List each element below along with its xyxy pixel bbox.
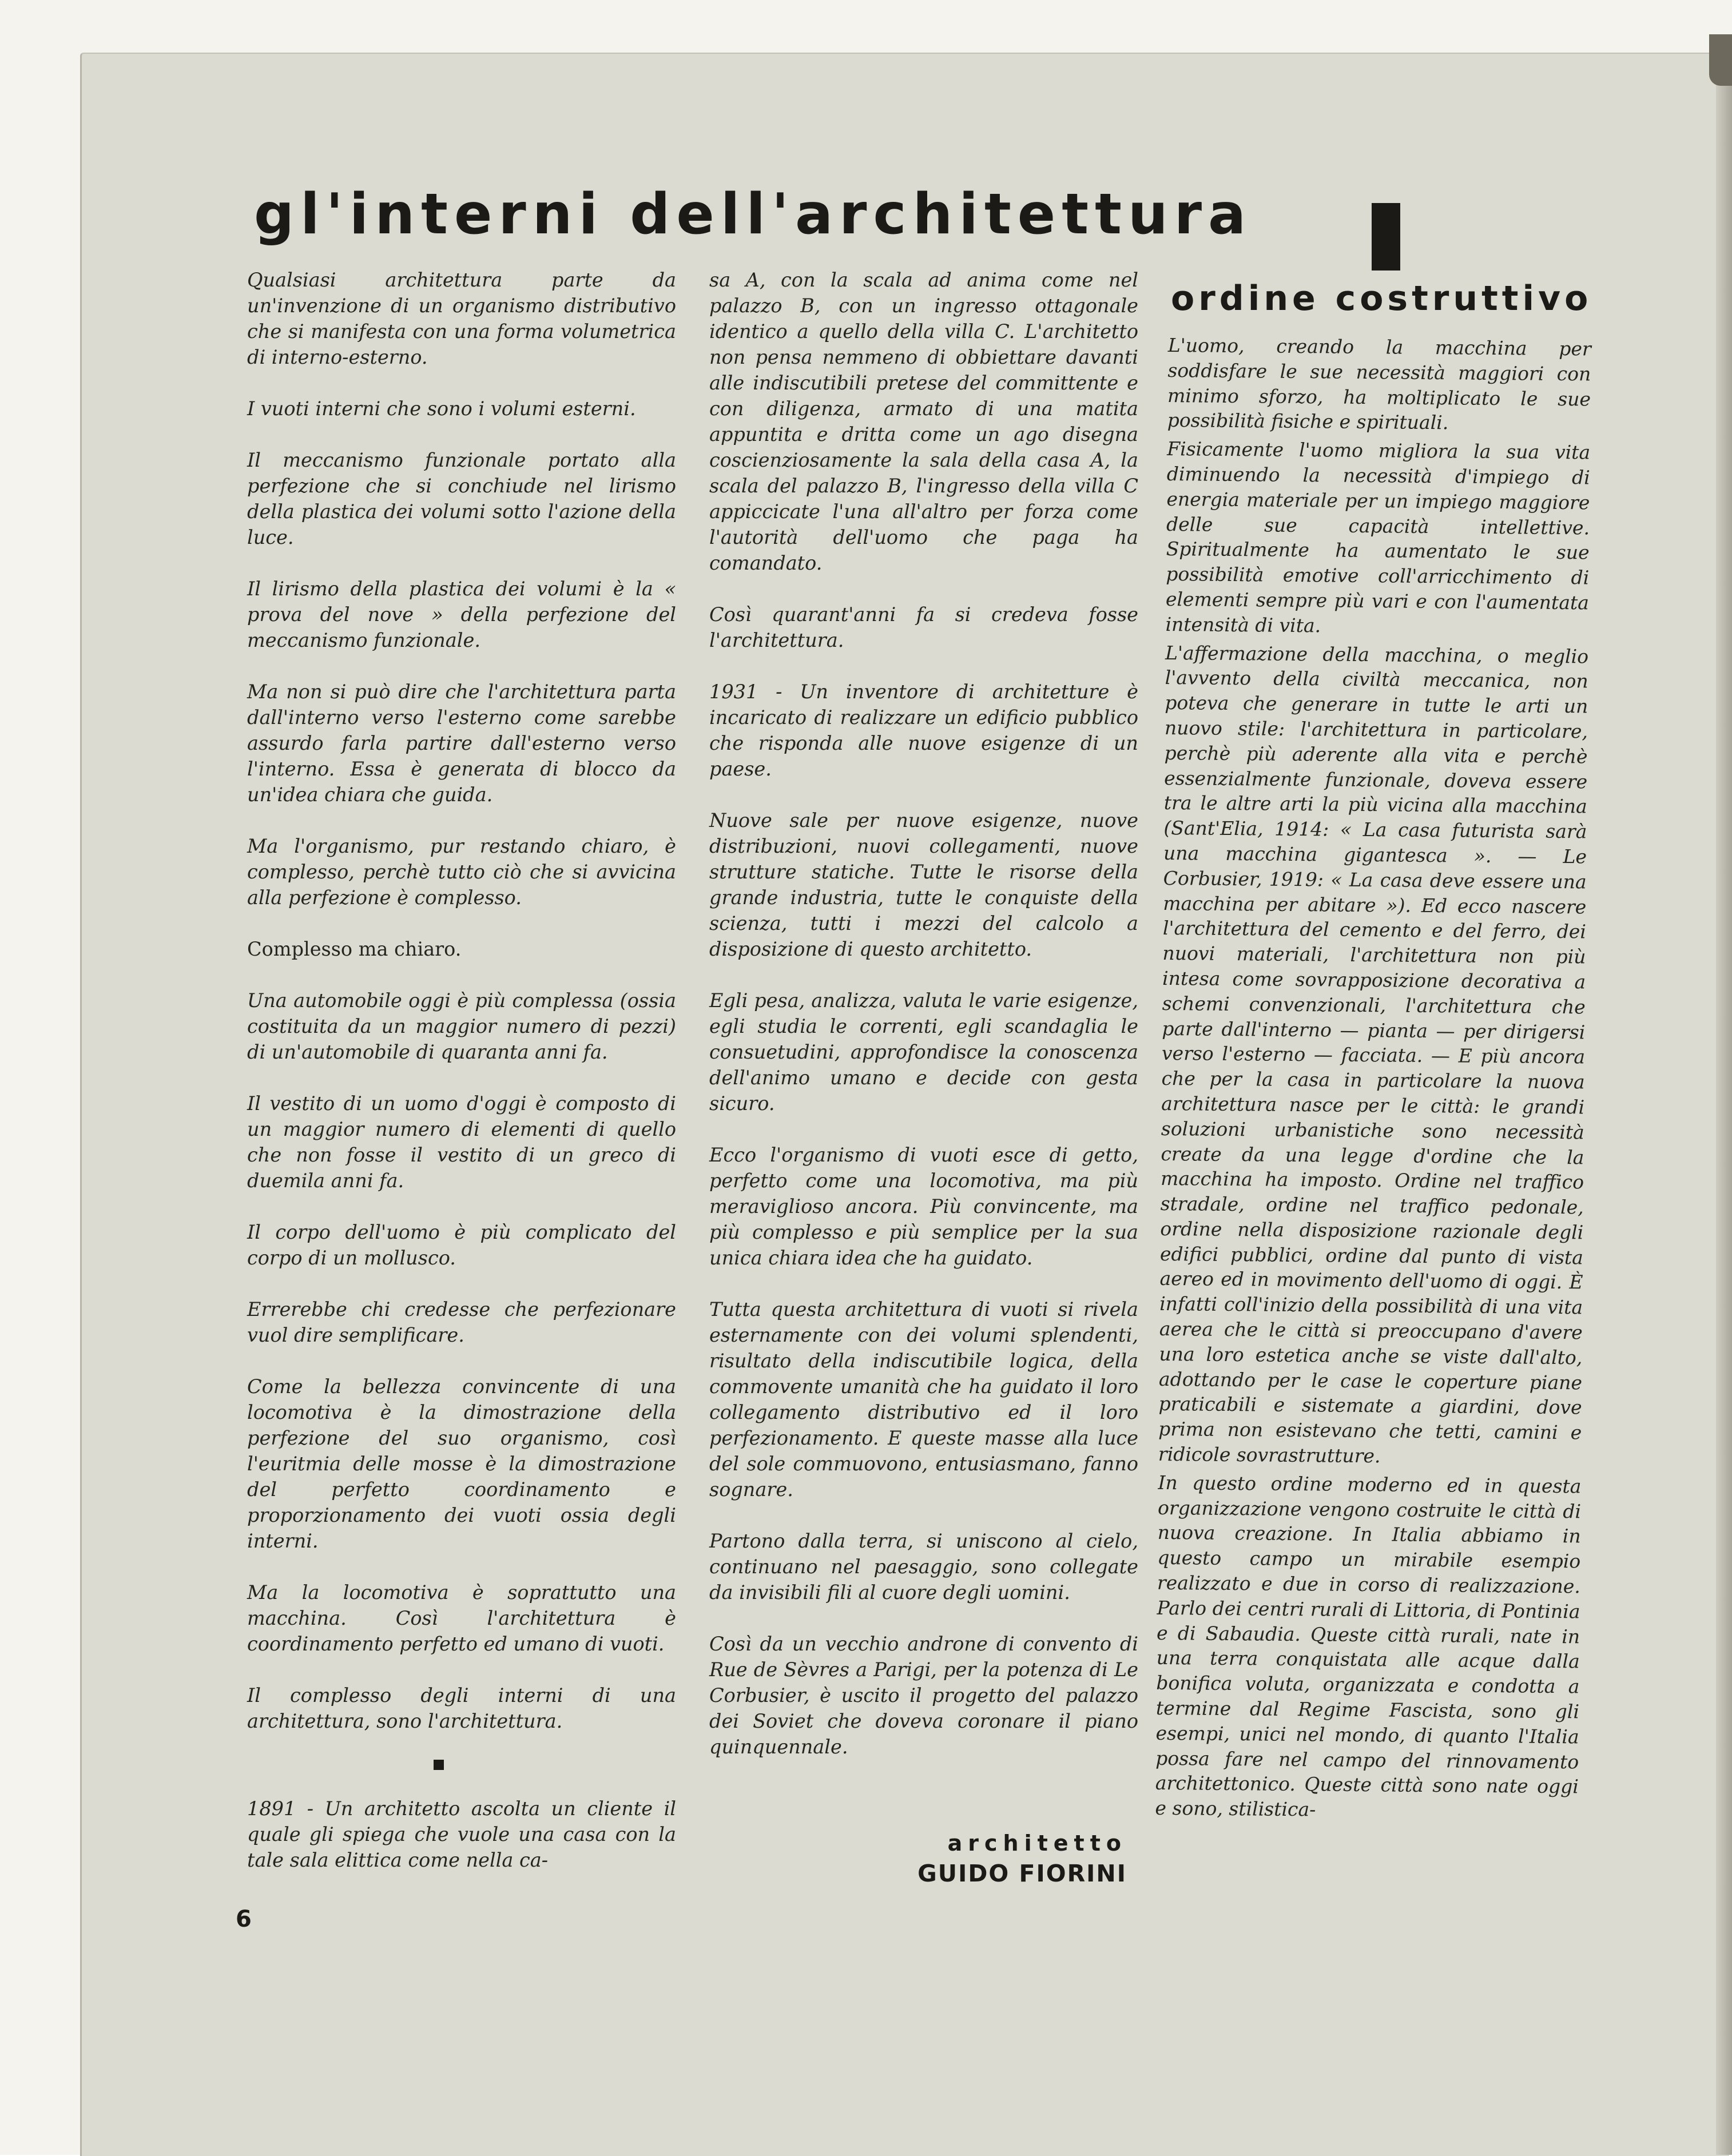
paragraph: Ecco l'organismo di vuoti esce di getto, perfetto come una locomotiva, ma più meraviglioso ancora. Più convincente, ma più complesso e più semplice per la sua unica chiara idea che ha guidato. — [709, 1144, 1138, 1269]
author-role: architetto — [947, 1831, 1127, 1856]
text-column-2 — [709, 267, 1138, 1785]
paragraph: I vuoti interni che sono i volumi esterni. — [247, 397, 636, 420]
paragraph: In questo ordine moderno ed in questa organizzazione vengono costruite le città di nuova creazione. In Italia abbiamo in questo campo un mirabile esempio realizzato e due in corso di realizzazione. Parlo dei centri rurali di Littoria, di Pontinia e di Sabaudia. Queste città rurali, nate in una terra conquistata alle acque dalla bonifica voluta, organizzata e condotta a termine dal Regime Fascista, sono gli esempi, unici nel mondo, di quanto l'Italia possa fare nel campo del rinnovamento architettonico. Queste città sono nate oggi e sono, stilistica- — [1155, 1471, 1582, 1821]
paragraph: 1931 - Un inventore di architetture è incaricato di realizzare un edificio pubblico che risponda alle nuove esigenze di un paese. — [709, 681, 1138, 780]
paragraph: Il corpo dell'uomo è più complicato del corpo di un mollusco. — [247, 1221, 676, 1269]
author-name: GUIDO FIORINI — [917, 1860, 1127, 1887]
paragraph: Fisicamente l'uomo migliora la sua vita diminuendo la necessità d'impiego di energia materiale per un impiego maggiore delle sue capacità intellettive. Spiritualmente ha aumentato le sue possibilità emotive coll'arricchimento di elementi sempre più vari e con l'aumentata intensità di vita. — [1165, 437, 1591, 637]
paragraph: 1891 - Un architetto ascolta un cliente il quale gli spiega che vuole una casa con la tale sala elittica come nella ca- — [247, 1797, 676, 1871]
paragraph: Il vestito di un uomo d'oggi è composto di un maggior numero di elementi di quello che non fosse il vestito di un greco di duemila anni fa. — [247, 1092, 676, 1192]
paragraph: Ma non si può dire che l'architettura parta dall'interno verso l'esterno come sarebbe assurdo farla partire dall'esterno verso l'interno. Essa è generata di blocco da un'idea chiara che guida. — [247, 681, 676, 806]
binding-corner — [1709, 34, 1732, 86]
paragraph: Il complesso degli interni di una architettura, sono l'architettura. — [247, 1684, 676, 1732]
paragraph: Il lirismo della plastica dei volumi è la « prova del nove » della perfezione del meccanismo funzionale. — [247, 578, 676, 651]
text-column-1 — [247, 267, 676, 1899]
section-numeral-bar — [1372, 203, 1400, 271]
page-edge-shadow — [1716, 53, 1732, 2155]
paragraph: Così quarant'anni fa si credeva fosse l'architettura. — [709, 603, 1138, 651]
paragraph: Partono dalla terra, si uniscono al cielo, continuano nel paesaggio, sono collegate da invisibili fili al cuore degli uomini. — [709, 1530, 1138, 1604]
section-heading: ordine costruttivo — [1171, 279, 1592, 319]
author-signature — [909, 1829, 1127, 1890]
paragraph: L'uomo, creando la macchina per soddisfare le sue necessità maggiori con minimo sforzo, ha moltiplicato le sue possibilità fisiche e spirituali. — [1167, 333, 1591, 434]
paragraph: sa A, con la scala ad anima come nel palazzo B, con un ingresso ottagonale identico a quello della villa C. L'architetto non pensa nemmeno di obbiettare davanti alle indiscutibili pretese del committente e con diligenza, armato di una matita appuntita e dritta come un ago disegna coscienziosamente la sala della casa A, la scala del palazzo B, l'ingresso della villa C appiccicate l'una all'altro per forza come l'autorità dell'uomo che paga ha comandato. — [709, 269, 1138, 574]
paragraph: Ma la locomotiva è soprattutto una macchina. Così l'architettura è coordinamento perfetto ed umano di vuoti. — [247, 1581, 676, 1655]
section-separator — [434, 1760, 444, 1770]
page-number: 6 — [236, 1906, 252, 1932]
paragraph: Il meccanismo funzionale portato alla perfezione che si conchiude nel lirismo della plastica dei volumi sotto l'azione della luce. — [247, 449, 676, 548]
paragraph: Nuove sale per nuove esigenze, nuove distribuzioni, nuovi collegamenti, nuove strutture statiche. Tutte le risorse della grande industria, tutte le conquiste della scienza, tutti i mezzi del calcolo a disposizione di questo architetto. — [709, 809, 1138, 960]
paragraph: Qualsiasi architettura parte da un'invenzione di un organismo distributivo che si manifesta con una forma volumetrica di interno-esterno. — [247, 269, 676, 368]
paragraph: Come la bellezza convincente di una locomotiva è la dimostrazione della perfezione del suo organismo, così l'euritmia delle mosse è la dimostrazione del perfetto coordinamento e proporzionamento dei vuoti ossia degli interni. — [247, 1375, 676, 1552]
paragraph: Errerebbe chi credesse che perfezionare vuol dire semplificare. — [247, 1298, 676, 1346]
paragraph: Tutta questa architettura di vuoti si rivela esternamente con dei volumi splendenti, risultato della indiscutibile logica, della commovente umanità che ha guidato il loro collegamento distributivo ed il loro perfezionamento. E queste masse alla luce del sole commuovono, entusiasmano, fanno sognare. — [709, 1298, 1138, 1501]
paragraph: Complesso ma chiaro. — [247, 938, 462, 960]
text-column-3 — [1155, 333, 1591, 1828]
paragraph: Ma l'organismo, pur restando chiaro, è complesso, perchè tutto ciò che si avvicina alla perfezione è complesso. — [247, 835, 676, 909]
paragraph: Egli pesa, analizza, valuta le varie esigenze, egli studia le correnti, egli scandaglia le consuetudini, approfondisce la conoscenza dell'animo umano e decide con gesta sicuro. — [709, 989, 1138, 1115]
paragraph: Così da un vecchio androne di convento di Rue de Sèvres a Parigi, per la potenza di Le Corbusier, è uscito il progetto del palazzo dei Soviet che doveva coronare il piano quinquennale. — [709, 1633, 1138, 1758]
article-title: gl'interni dell'architettura — [254, 182, 1253, 247]
paragraph: L'affermazione della macchina, o meglio l'avvento della civiltà meccanica, non poteva che generare in tutte le arti un nuovo stile: l'architettura in particolare, perchè più aderente alla vita e perchè essenzialmente funzionale, doveva essere tra le altre arti la più vicina alla macchina (Sant'Elia, 1914: « La casa futurista sarà una macchina gigantesca ». — Le Corbusier, 1919: « La casa deve essere una macchina per abitare »). Ed ecco nascere l'architettura del cemento e del ferro, dei nuovi materiali, l'architettura non più intesa come sovrapposizione decorativa a schemi convenzionali, l'architettura che parte dall'interno — pianta — per dirigersi verso l'esterno — facciata. — E più ancora che per la casa in particolare la nuova architettura nasce per le città: le grandi soluzioni urbanistiche sono necessità create da una legge d'ordine che la macchina ha imposto. Ordine nel traffico stradale, ordine nel traffico pedonale, ordine nella disposizione razionale degli edifici pubblici, ordine dal punto di vista aereo ed in movimento dell'uomo di oggi. È infatti coll'inizio della possibilità di una vita aerea che le città si preoccupano d'avere una loro estetica anche se viste dall'alto, adottando per le case le coperture piane praticabili e sistemate a giardini, dove prima non esistevano che tetti, camini e ridicole sovrastrutture. — [1158, 641, 1589, 1467]
paragraph: Una automobile oggi è più complessa (ossia costituita da un maggior numero di pezzi) di un'automobile di quaranta anni fa. — [247, 989, 676, 1063]
